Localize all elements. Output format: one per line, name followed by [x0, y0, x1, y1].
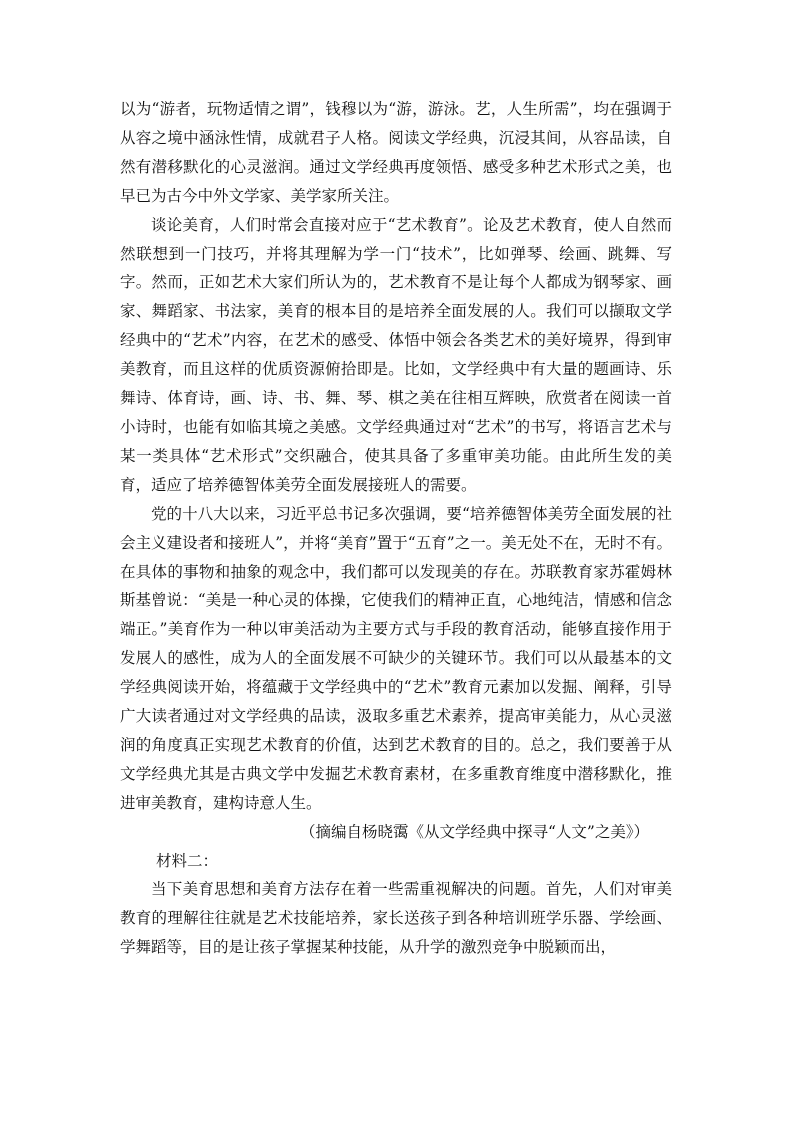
article-body [120, 95, 672, 962]
paragraph-3: 党的十八大以来，习近平总书记多次强调，要“培养德智体美劳全面发展的社会主义建设者和接班人”，并将“美育”置于“五育”之一。美无处不在，无时不有。在具体的事物和抽象的观念中，我们都可以发现美的存在。苏联教育家苏霍姆林斯基曾说：“美是一种心灵的体操，它使我们的精神正直，心地纯洁，情感和信念端正。”美育作为一种以审美活动为主要方式与手段的教育活动，能够直接作用于发展人的感性，成为人的全面发展不可缺少的关键环节。我们可以从最基本的文学经典阅读开始，将蕴藏于文学经典中的“艺术”教育元素加以发掘、阐释，引导广大读者通过对文学经典的品读，汲取多重艺术素养，提高审美能力，从心灵滋润的角度真正实现艺术教育的价值，达到艺术教育的目的。总之，我们要善于从文学经典尤其是古典文学中发掘艺术教育素材，在多重教育维度中潜移默化，推进审美教育，建构诗意人生。 [120, 504, 672, 812]
source-citation: （摘编自杨晓霭《从文学经典中探寻“人文”之美》） [300, 822, 650, 841]
material-two-paragraph: 当下美育思想和美育方法存在着一些需重视解决的问题。首先，人们对审美教育的理解往往就是艺术技能培养，家长送孩子到各种培训班学乐器、学绘画、学舞蹈等，目的是让孩子掌握某种技能，从升学的激烈竞争中脱颖而出， [120, 880, 672, 957]
paragraph-1: 以为“游者，玩物适情之谓”，钱穆以为“游，游泳。艺，人生所需”，均在强调于从容之境中涵泳性情，成就君子人格。阅读文学经典，沉浸其间，从容品读，自然有潜移默化的心灵滋润。通过文学经典再度领悟、感受多种艺术形式之美，也早已为古今中外文学家、美学家所关注。 [120, 100, 672, 205]
material-two-label: 材料二： [156, 851, 219, 870]
paragraph-2: 谈论美育，人们时常会直接对应于“艺术教育”。论及艺术教育，使人自然而然联想到一门技巧，并将其理解为学一门“技术”，比如弹琴、绘画、跳舞、写字。然而，正如艺术大家们所认为的，艺术教育不是让每个人都成为钢琴家、画家、舞蹈家、书法家，美育的根本目的是培养全面发展的人。我们可以撷取文学经典中的“艺术”内容，在艺术的感受、体悟中领会各类艺术的美好境界，得到审美教育，而且这样的优质资源俯拾即是。比如，文学经典中有大量的题画诗、乐舞诗、体育诗，画、诗、书、舞、琴、棋之美在往相互辉映，欣赏者在阅读一首小诗时，也能有如临其境之美感。文学经典通过对“艺术”的书写，将语言艺术与某一类具体“艺术形式”交织融合，使其具备了多重审美功能。由此所生发的美育，适应了培养德智体美劳全面发展接班人的需要。 [120, 215, 672, 494]
